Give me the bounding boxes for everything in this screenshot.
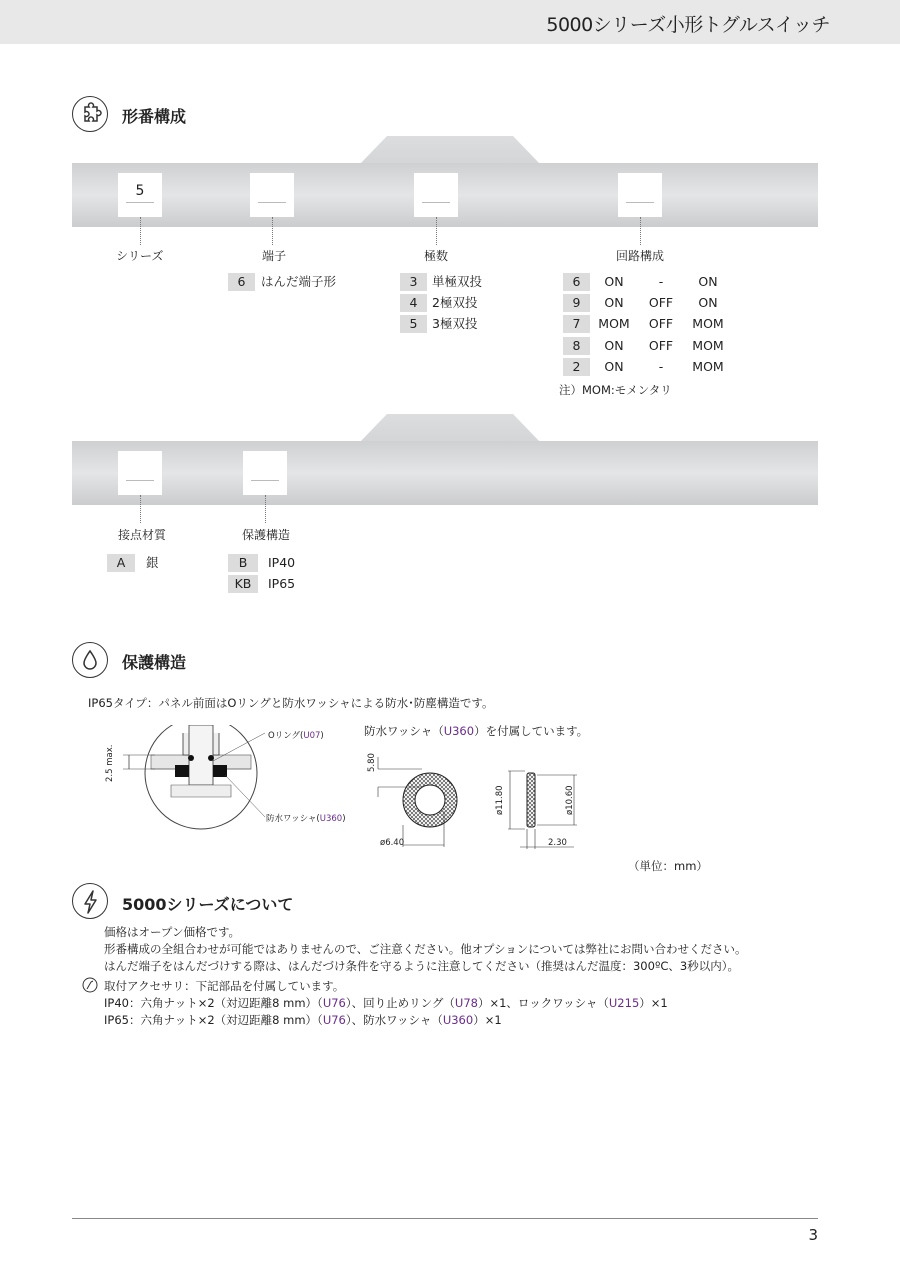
unit-note: （単位：mm） [628, 859, 708, 873]
lightning-icon [72, 883, 108, 919]
circuit-pos3: ON [698, 274, 718, 289]
puzzle-icon [72, 96, 108, 132]
dim-2-30: 2.30 [548, 838, 567, 848]
washer-code: U360 [319, 814, 343, 824]
circuit-pos3: MOM [692, 338, 724, 353]
circuit-pos3: ON [698, 295, 718, 310]
page-number: 3 [808, 1226, 818, 1244]
circuit-pos2: OFF [648, 338, 674, 353]
pole-code: 3 [400, 273, 427, 291]
pole-text: 単極双投 [432, 274, 483, 289]
header-title: 5000シリーズ小形トグルスイッチ [546, 14, 830, 36]
protection-code: KB [228, 575, 258, 593]
label-protection: 保護構造 [242, 528, 291, 542]
circuit-pos1: ON [604, 274, 624, 289]
dim-5-80: 5.80 [367, 753, 377, 772]
dim-10-60: ø10.60 [565, 785, 575, 815]
oring-label: Oリング(U07) [268, 731, 324, 741]
about-line: はんだ端子をはんだづけする際は、はんだづけ条件を守るように注意してください（推奨はんだ温度：300ºC、3秒以内）。 [104, 959, 739, 973]
pole-code: 5 [400, 315, 427, 333]
label-poles: 極数 [424, 249, 449, 263]
water-drop-icon [72, 642, 108, 678]
leader-line [640, 217, 641, 245]
leader-line [140, 495, 141, 523]
mom-note: 注）MOM:モメンタリ [559, 383, 672, 397]
about-line: 形番構成の全組合わせが可能ではありませんので、ご注意ください。他オプションについては弊社にお問い合わせください。 [104, 942, 747, 956]
pole-text: 2極双投 [432, 295, 478, 310]
contact-text: 銀 [146, 555, 159, 570]
footer-divider [72, 1218, 818, 1219]
ip40-accessories: IP40：六角ナット×2（対辺距離8 mm）（U76）、回り止めリング（U78）×1、ロックワッシャ（U215）×1 [104, 996, 668, 1010]
circuit-pos2: - [658, 274, 664, 289]
dim-2-5-max: 2.5 max. [105, 744, 115, 782]
section-title-protection: 保護構造 [122, 653, 187, 672]
label-circuit: 回路構成 [616, 249, 665, 263]
contact-box [118, 451, 162, 495]
series-value: 5 [135, 183, 145, 199]
accessory-title: 取付アクセサリ：下記部品を付属しています。 [104, 979, 345, 993]
circuit-pos2: - [658, 359, 664, 374]
model-band-2 [72, 441, 818, 505]
oring-code: U07 [303, 731, 321, 741]
leader-line [272, 217, 273, 245]
band-tab [360, 414, 540, 442]
poles-box [414, 173, 458, 217]
leader-line [140, 217, 141, 245]
ip65-accessories: IP65：六角ナット×2（対辺距離8 mm）（U76）、防水ワッシャ（U360）×1 [104, 1013, 502, 1027]
about-line: 価格はオープン価格です。 [104, 925, 241, 939]
circuit-code: 9 [563, 294, 590, 312]
circuit-pos2: OFF [648, 295, 674, 310]
circuit-box [618, 173, 662, 217]
protection-code: B [228, 554, 258, 572]
label-contact: 接点材質 [118, 528, 167, 542]
circuit-code: 8 [563, 337, 590, 355]
series-box [118, 173, 162, 217]
leader-line [265, 495, 266, 523]
circuit-code: 2 [563, 358, 590, 376]
contact-code: A [107, 554, 135, 572]
circuit-pos1: MOM [598, 316, 630, 331]
protection-text: IP65 [268, 576, 296, 591]
circuit-pos2: OFF [648, 316, 674, 331]
circuit-pos3: MOM [692, 359, 724, 374]
circuit-pos3: MOM [692, 316, 724, 331]
leader-line [436, 217, 437, 245]
band-tab [360, 136, 540, 164]
pole-code: 4 [400, 294, 427, 312]
dim-6-40: ø6.40 [380, 838, 405, 848]
section-title-about: 5000シリーズについて [122, 895, 294, 914]
circuit-pos1: ON [604, 359, 624, 374]
pole-text: 3極双投 [432, 316, 478, 331]
washer-label: 防水ワッシャ(U360) [266, 814, 346, 824]
circuit-pos1: ON [604, 338, 624, 353]
terminal-code: 6 [228, 273, 255, 291]
label-series: シリーズ [116, 249, 164, 263]
circuit-code: 6 [563, 273, 590, 291]
washer-note: 防水ワッシャ（U360）を付属しています。 [364, 724, 589, 738]
section-title-model: 形番構成 [122, 107, 187, 126]
page-header [0, 0, 900, 44]
terminal-text: はんだ端子形 [261, 274, 337, 289]
label-terminal: 端子 [262, 249, 287, 263]
circuit-code: 7 [563, 315, 590, 333]
circuit-pos1: ON [604, 295, 624, 310]
protection-box [243, 451, 287, 495]
dim-11-80: ø11.80 [495, 785, 505, 815]
protection-text: IP40 [268, 555, 296, 570]
protection-description: IP65タイプ：パネル前面はOリングと防水ワッシャによる防水･防塵構造です。 [88, 696, 494, 710]
terminal-box [250, 173, 294, 217]
tool-icon [82, 977, 98, 993]
